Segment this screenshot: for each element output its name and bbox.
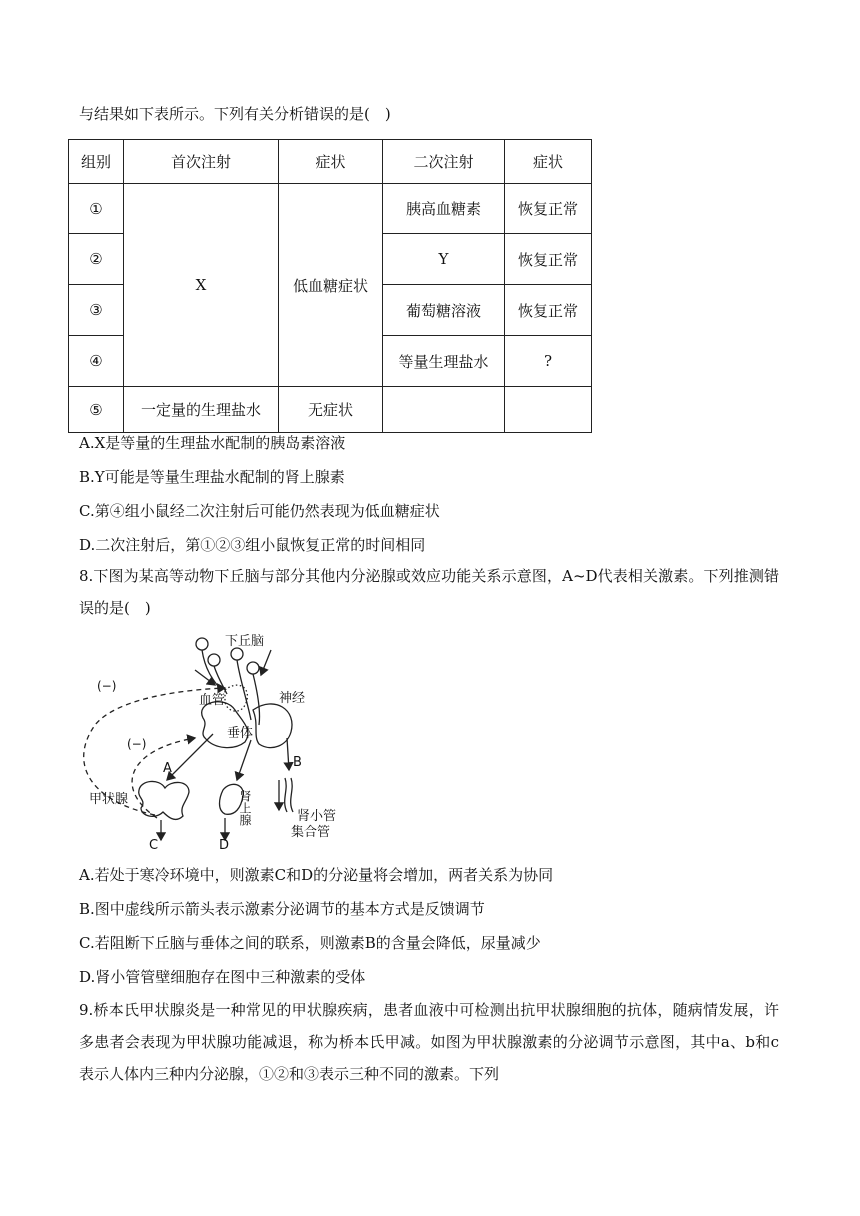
first-injection-x: X: [124, 184, 279, 387]
group-4: ④: [69, 336, 124, 387]
header-first-injection: 首次注射: [124, 140, 279, 184]
label-collecting-duct: 集合管: [291, 825, 331, 840]
header-result: 症状: [505, 140, 592, 184]
q8-option-c: C.若阻断下丘脑与垂体之间的联系，则激素B的含量会降低，尿量减少: [79, 934, 541, 952]
symptom-hypoglycemia: 低血糖症状: [279, 184, 383, 387]
label-hormone-a: A: [163, 761, 172, 776]
row5-empty-1: [383, 387, 505, 433]
label-hormone-c: C: [149, 838, 159, 852]
hypothalamus-diagram: [75, 630, 365, 852]
second-injection-2: Y: [383, 234, 505, 285]
header-group: 组别: [69, 140, 124, 184]
q7-option-c: C.第④组小鼠经二次注射后可能仍然表现为低血糖症状: [79, 502, 440, 520]
neuron-1: [196, 638, 208, 650]
result-2: 恢复正常: [505, 234, 592, 285]
q8-option-a: A.若处于寒冷环境中，则激素C和D的分泌量将会增加，两者关系为协同: [79, 866, 554, 884]
row5-injection: 一定量的生理盐水: [124, 387, 279, 433]
label-thyroid: 甲状腺: [89, 792, 129, 807]
group-1: ①: [69, 184, 124, 234]
result-1: 恢复正常: [505, 184, 592, 234]
thyroid-gland: [139, 781, 189, 819]
label-hormone-b: B: [293, 755, 302, 770]
q8-option-b: B.图中虚线所示箭头表示激素分泌调节的基本方式是反馈调节: [79, 900, 485, 918]
header-second-injection: 二次注射: [383, 140, 505, 184]
question8-stem: 8.下图为某高等动物下丘脑与部分其他内分泌腺或效应功能关系示意图，A~D代表相关激素。下列推测错误的是( ): [79, 567, 779, 617]
q7-option-b: B.Y可能是等量生理盐水配制的肾上腺素: [79, 468, 345, 486]
question7-intro: 与结果如下表所示。下列有关分析错误的是( ): [79, 105, 391, 123]
q7-option-a: A.X是等量的生理盐水配制的胰岛素溶液: [79, 434, 346, 452]
label-pituitary: 垂体: [227, 726, 254, 741]
result-4: ?: [505, 336, 592, 387]
question9-text: 9.桥本氏甲状腺炎是一种常见的甲状腺疾病，患者血液中可检测出抗甲状腺细胞的抗体，随病情发展，许多患者会表现为甲状腺功能减退，称为桥本氏甲减。如图为甲状腺激素的分泌调节示意图，其中a、b和c表示人体内三种内分泌腺，①②和③表示三种不同的激素。下列: [79, 1001, 779, 1083]
label-tubule: 肾小管: [297, 809, 337, 824]
row5-symptom: 无症状: [279, 387, 383, 433]
q8-option-d: D.肾小管管壁细胞存在图中三种激素的受体: [79, 968, 366, 986]
second-injection-3: 葡萄糖溶液: [383, 285, 505, 336]
group-2: ②: [69, 234, 124, 285]
neuron-3: [231, 648, 243, 660]
result-3: 恢复正常: [505, 285, 592, 336]
row5-empty-2: [505, 387, 592, 433]
neuron-2: [208, 654, 220, 666]
label-negative-2: (−): [127, 737, 147, 751]
label-nerve: 神经: [279, 691, 306, 706]
second-injection-4: 等量生理盐水: [383, 336, 505, 387]
experiment-table: [68, 139, 592, 433]
neuron-4: [247, 662, 259, 674]
label-blood-vessel: 血管: [199, 693, 226, 708]
label-negative-1: (−): [97, 679, 117, 693]
group-3: ③: [69, 285, 124, 336]
label-adrenal: 肾上腺: [238, 790, 252, 826]
second-injection-1: 胰高血糖素: [383, 184, 505, 234]
header-symptom: 症状: [279, 140, 383, 184]
q7-option-d: D.二次注射后，第①②③组小鼠恢复正常的时间相同: [79, 536, 426, 554]
group-5: ⑤: [69, 387, 124, 433]
label-hypothalamus: 下丘脑: [225, 634, 265, 649]
label-hormone-d: D: [219, 838, 230, 852]
